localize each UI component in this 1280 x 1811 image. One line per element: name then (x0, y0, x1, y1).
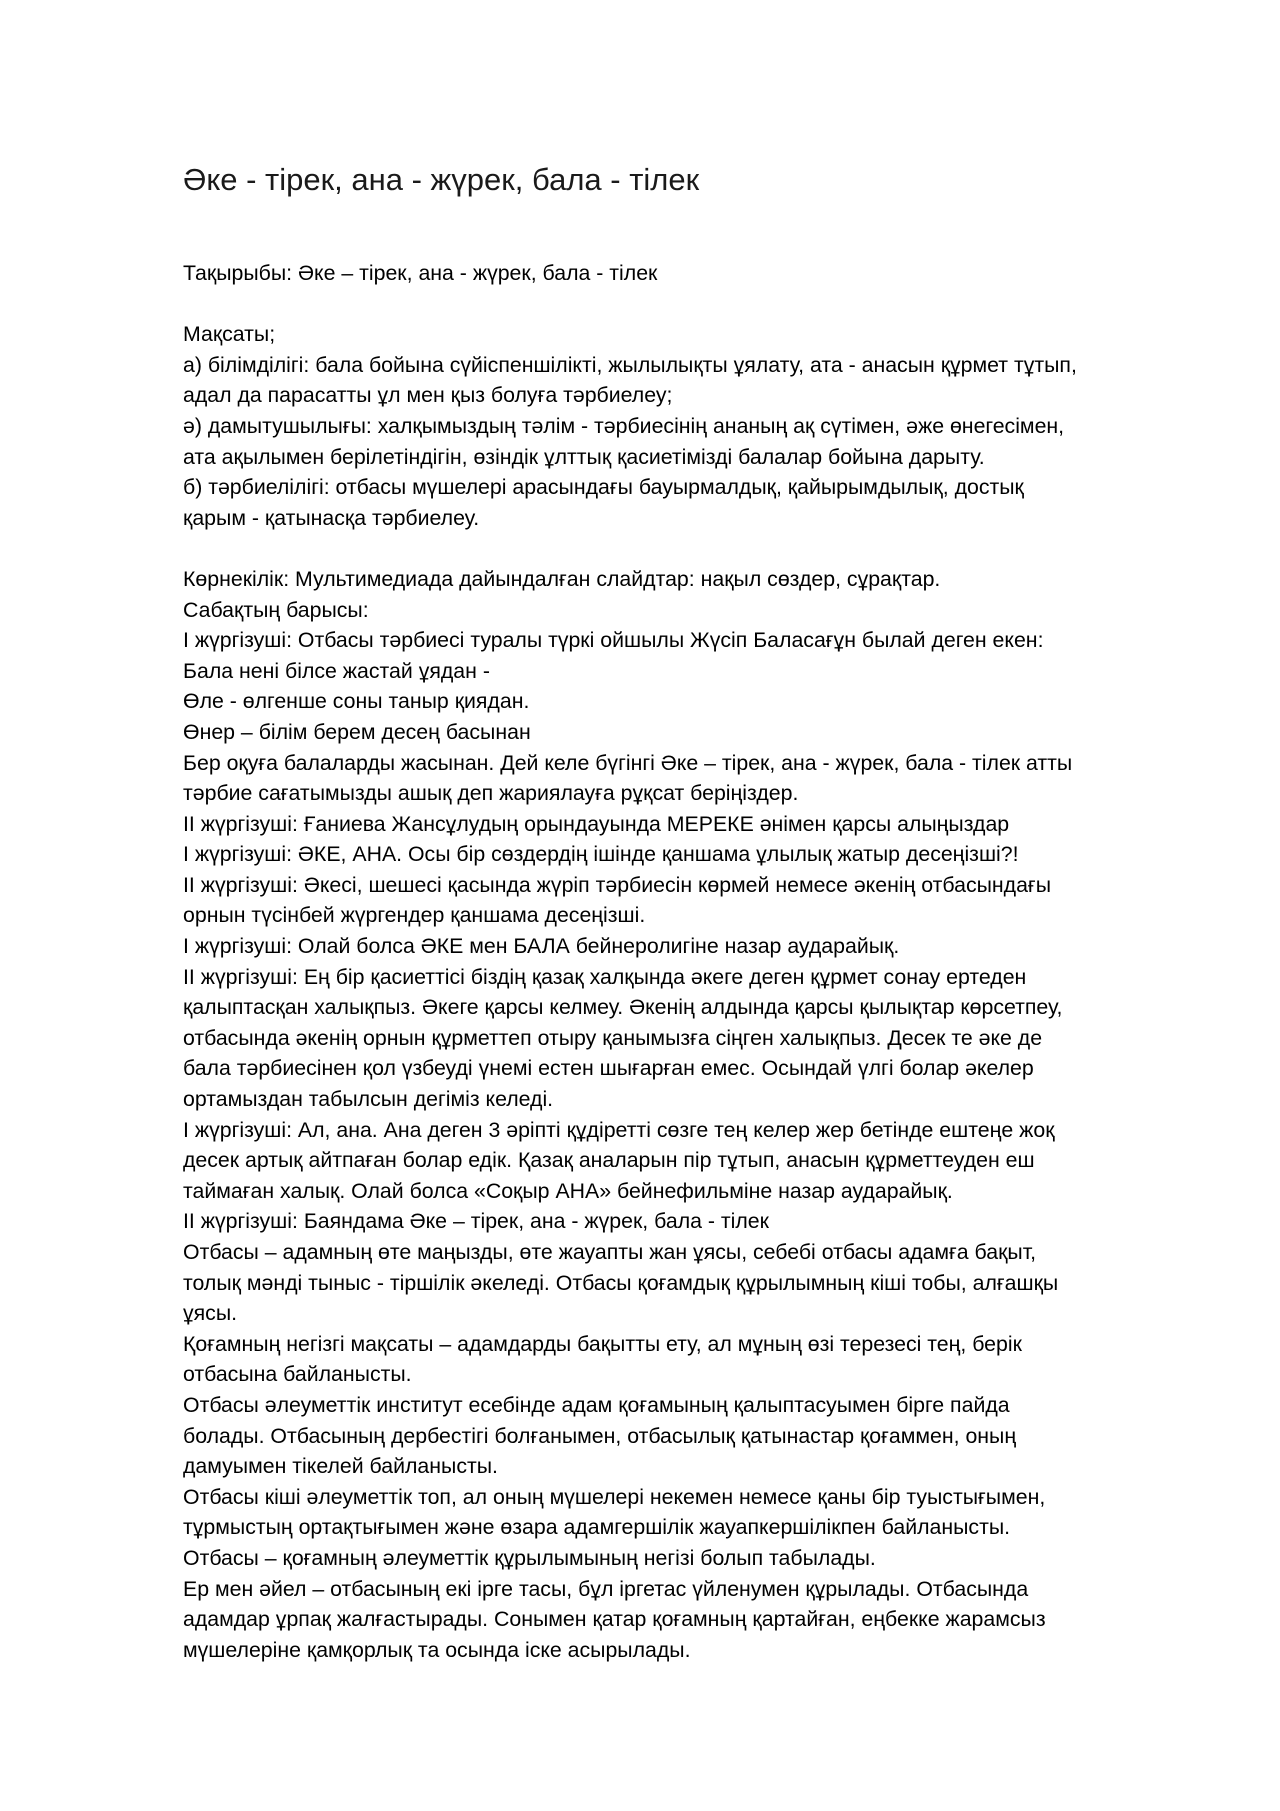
blank-line (183, 533, 1183, 564)
text-line: I жүргізуші: ӘКЕ, АНА. Осы бір сөздердің ішінде қаншама ұлылық жатыр десеңізші?! (183, 842, 1019, 867)
text-line: адал да парасатты ұл мен қыз болуға тәрбиелеу; (183, 383, 673, 408)
text-line: десек артық айтпаған болар едік. Қазақ аналарын пір тұтып, анасын құрметтеуден еш (183, 1148, 1035, 1173)
text-line: Отбасы әлеуметтік институт есебінде адам қоғамының қалыптасуымен бірге пайда (183, 1392, 1010, 1417)
document-body (183, 258, 1183, 1665)
document-title: Әке - тірек, ана - жүрек, бала - тілек (183, 162, 700, 197)
text-line: II жүргізуші: Баяндама Әке – тірек, ана - жүрек, бала - тілек (183, 1209, 769, 1234)
text-line: қалыптасқан халықпыз. Әкеге қарсы келмеу. Әкенің алдында қарсы қылықтар көрсетпеу, (183, 995, 1063, 1020)
text-line: отбасына байланысты. (183, 1362, 412, 1387)
text-line: б) тәрбиелілігі: отбасы мүшелері арасындағы бауырмалдық, қайырымдылық, достық (183, 475, 1024, 500)
text-line: таймаған халық. Олай болса «Соқыр АНА» бейнефильміне назар аударайық. (183, 1178, 953, 1203)
text-line: а) білімділігі: бала бойына сүйіспеншілікті, жылылықты ұялату, ата - анасын құрмет тұтып, (183, 352, 1077, 377)
text-line: мүшелеріне қамқорлық та осында іске асырылады. (183, 1637, 691, 1662)
text-line: Бала нені білсе жастай ұядан - (183, 658, 490, 683)
text-line: Өле - өлгенше соны таныр қиядан. (183, 689, 530, 714)
blank-line (183, 289, 1183, 320)
text-line: ә) дамытушылығы: халқымыздың тәлім - тәрбиесінің ананың ақ сүтімен, әже өнегесімен, (183, 413, 1065, 438)
text-line: отбасында әкенің орнын құрметтеп отыру қанымызға сіңген халықпыз. Десек те әке де (183, 1025, 1043, 1050)
text-line: бала тәрбиесінен қол үзбеуді үнемі естен шығарған емес. Осындай үлгі болар әкелер (183, 1056, 1034, 1081)
text-line: тәрбие сағатымызды ашық деп жариялауға рұқсат беріңіздер. (183, 781, 799, 806)
text-line: қарым - қатынасқа тәрбиелеу. (183, 505, 480, 530)
text-line: I жүргізуші: Олай болса ӘКЕ мен БАЛА бейнеролигіне назар аударайық. (183, 934, 900, 959)
text-line: Ер мен әйел – отбасының екі ірге тасы, бұл іргетас үйленумен құрылады. Отбасында (183, 1576, 1029, 1601)
text-line: I жүргізуші: Отбасы тәрбиесі туралы түркі ойшылы Жүсіп Баласағұн былай деген екен: (183, 628, 1044, 653)
text-line: II жүргізуші: Әкесі, шешесі қасында жүріп тәрбиесін көрмей немесе әкенің отбасындағы (183, 872, 1052, 897)
text-line: Көрнекілік: Мультимедиада дайындалған слайдтар: нақыл сөздер, сұрақтар. (183, 566, 941, 591)
text-line: II жүргізуші: Ғаниева Жансұлудың орындауында МЕРЕКЕ әнімен қарсы алыңыздар (183, 811, 1010, 836)
text-line: II жүргізуші: Ең бір қасиеттісі біздің қазақ халқында әкеге деген құрмет сонау ертеден (183, 964, 1027, 989)
text-line: Мақсаты; (183, 322, 276, 347)
text-line: I жүргізуші: Ал, ана. Ана деген 3 әріпті құдіретті сөзге тең келер жер бетінде ештеңе жоқ (183, 1117, 1055, 1142)
text-line: ата ақылымен берілетіндігін, өзіндік ұлттық қасиетімізді балалар бойына дарыту. (183, 444, 985, 469)
text-line: Отбасы – қоғамның әлеуметтік құрылымының негізі болып табылады. (183, 1545, 876, 1570)
text-line: ортамыздан табылсын дегіміз келеді. (183, 1087, 554, 1112)
text-line: орнын түсінбей жүргендер қаншама десеңізші. (183, 903, 646, 928)
text-line: толық мәнді тыныс - тіршілік әкеледі. Отбасы қоғамдық құрылымның кіші тобы, алғашқы (183, 1270, 1059, 1295)
text-line: тұрмыстың ортақтығымен және өзара адамгершілік жауапкершілікпен байланысты. (183, 1515, 1011, 1540)
text-line: Тақырыбы: Әке – тірек, ана - жүрек, бала - тілек (183, 261, 658, 285)
text-line: Сабақтың барысы: (183, 597, 369, 622)
text-line: Отбасы кіші әлеуметтік топ, ал оның мүшелері некемен немесе қаны бір туыстығымен, (183, 1484, 1046, 1509)
text-line: Қоғамның негізгі мақсаты – адамдарды бақытты ету, ал мұның өзі терезесі тең, берік (183, 1331, 1022, 1356)
text-line: дамуымен тікелей байланысты. (183, 1454, 498, 1479)
text-line: Отбасы – адамның өте маңызды, өте жауапты жан ұясы, себебі отбасы адамға бақыт, (183, 1240, 1037, 1264)
text-line: Бер оқуға балаларды жасынан. Дей келе бүгінгі Әке – тірек, ана - жүрек, бала - тілек атты (183, 750, 1073, 775)
text-line: адамдар ұрпақ жалғастырады. Сонымен қатар қоғамның қартайған, еңбекке жарамсыз (183, 1607, 1046, 1632)
text-line: болады. Отбасының дербестігі болғанымен, отбасылық қатынастар қоғаммен, оның (183, 1423, 1017, 1448)
text-line: Өнер – білім берем десең басынан (183, 719, 531, 744)
text-line: ұясы. (183, 1301, 238, 1326)
